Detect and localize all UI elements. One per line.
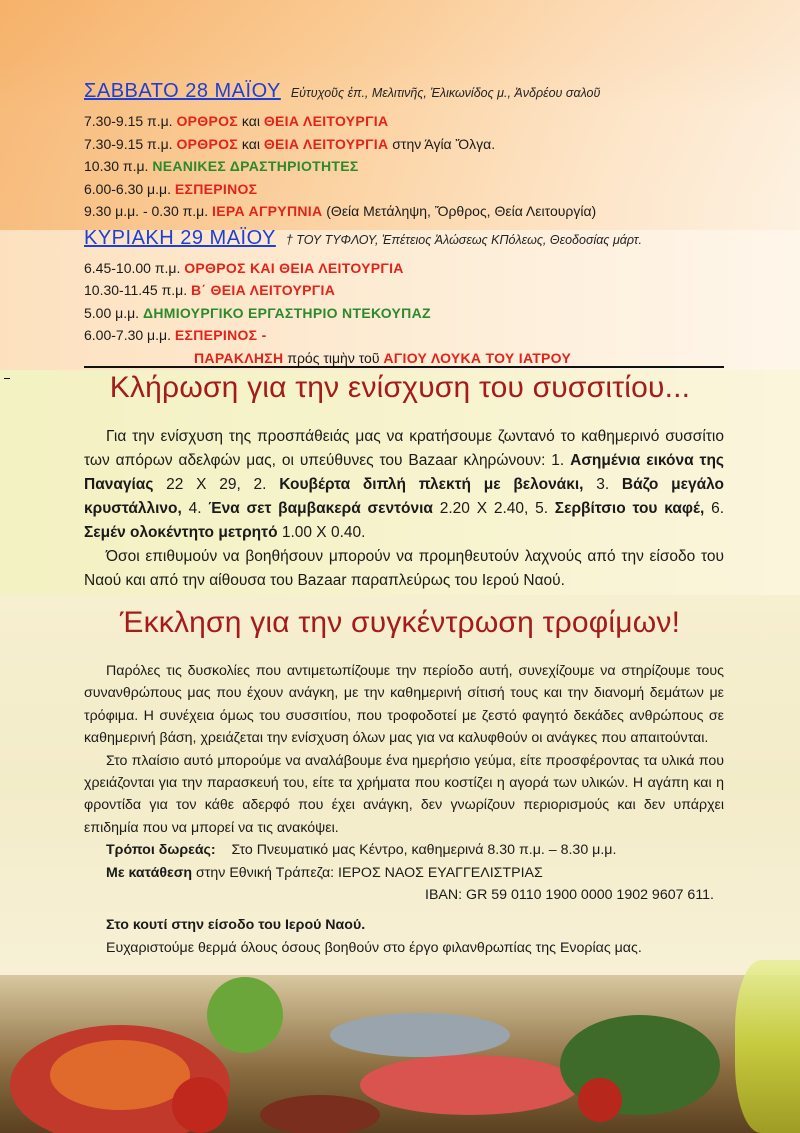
schedule-line <box>84 178 724 201</box>
sunday-feast: † ΤΟΥ ΤΥΦΛΟΥ, Ἐπέτειος Ἁλώσεως ΚΠόλεως, Θεοδοσίας μάρτ. <box>285 232 642 247</box>
spacer <box>84 906 724 914</box>
tomato-icon <box>172 1077 228 1133</box>
schedule-line <box>84 200 724 223</box>
food-illustration <box>0 975 800 1133</box>
schedule-line <box>84 257 724 280</box>
service-name: Β΄ ΘΕΙΑ ΛΕΙΤΟΥΡΓΙΑ <box>190 282 336 298</box>
sunday-heading <box>84 227 724 257</box>
schedule-line <box>84 279 724 302</box>
text: 2.20 Χ 2.40, 5. <box>432 500 555 517</box>
sausage-icon <box>260 1095 380 1133</box>
text: 6. <box>704 500 724 517</box>
raffle-title: Κλήρωση για την ενίσχυση του συσσιτίου... <box>109 371 691 404</box>
time: 10.30-11.45 π.μ. <box>84 282 188 298</box>
raffle-paragraph <box>84 425 724 545</box>
dedication-text: πρός τιμὴν τοῦ <box>287 349 380 366</box>
prize-item: Ένα σετ βαμβακερά σεντόνια <box>208 500 433 517</box>
service-name: ΕΣΠΕΡΙΝΟΣ - <box>174 327 267 343</box>
deposit-line <box>84 862 724 884</box>
appeal-text <box>84 660 724 959</box>
raffle-text <box>84 425 724 593</box>
prize-item: Κουβέρτα διπλή πλεκτή με βελονάκι, <box>279 476 584 493</box>
label: Στο κουτί στην είσοδο του Ιερού Ναού. <box>106 917 366 934</box>
thanks-line <box>84 937 724 959</box>
service-name: ΘΕΙΑ ΛΕΙΤΟΥΡΓΙΑ <box>263 135 389 152</box>
text: 22 Χ 29, 2. <box>153 476 280 493</box>
time: 5.00 μ.μ. <box>84 304 140 321</box>
text: 1.00 Χ 0.40. <box>277 524 366 541</box>
sunday-date: ΚΥΡΙΑΚΗ 29 ΜΑΪΟΥ <box>84 226 276 249</box>
service-name: ΕΣΠΕΡΙΝΟΣ <box>174 180 258 197</box>
prize-item: Σερβίτσιο του καφέ, <box>554 500 705 517</box>
divider <box>84 366 724 368</box>
schedule-line <box>84 133 724 156</box>
red-fish-icon <box>360 1055 580 1115</box>
appeal-title: Έκκληση για την συγκέντρωση τροφίμων! <box>119 606 681 639</box>
service-schedule <box>84 80 724 369</box>
thanks-text: Ευχαριστούμε θερμά όλους όσους βοηθούν στο έργο φιλανθρωπίας της Ενορίας μας. <box>106 939 642 956</box>
donation-ways <box>84 839 724 861</box>
activity-name: ΝΕΑΝΙΚΕΣ ΔΡΑΣΤΗΡΙΟΤΗΤΕΣ <box>152 158 359 174</box>
apple-icon <box>207 977 283 1053</box>
prize-item: Ασημένια εικόνα της Παναγίας <box>84 452 724 493</box>
schedule-line <box>84 302 724 325</box>
saturday-heading <box>84 80 724 110</box>
saturday-feast: Εὐτυχοῦς ἐπ., Μελιτινῆς, Ἑλικωνίδος μ., Ἀνδρέου σαλοῦ <box>290 86 601 100</box>
time: 6.45-10.00 π.μ. <box>84 259 181 276</box>
food-photo <box>0 975 800 1133</box>
location-note: στην Άγία Ὄλγα. <box>392 135 496 152</box>
box-line <box>84 914 724 936</box>
time: 7.30-9.15 π.μ. <box>84 135 173 152</box>
olive-oil-pour <box>735 960 800 1133</box>
text: 3. <box>583 476 622 493</box>
schedule-line <box>84 155 724 178</box>
text: Για την ενίσχυση της προσπάθειάς μας να κρατήσουμε ζωντανό το καθημερινό συσσίτιο των απόρων αδελφών μας, οι υπεύθυνες του Bazaar κληρώνουν: 1. <box>84 428 724 469</box>
appeal-paragraph: Στο πλαίσιο αυτό μπορούμε να αναλάβουμε ένα ημερήσιο γεύμα, είτε προσφέροντας τα υλικά που χρειάζονται για την παρασκευή του, είτε τα χρήματα που κοστίζει η αγορά των υλικών. Η αγάπη και η φροντίδα για τον κάθε αδερφό που έχει ανάγκη, δεν γνωρίζουν περιορισμούς και δεν υπάρχει επιδημία που να μπορεί να τις ανακόψει. <box>84 752 724 836</box>
service-name: ΟΡΘΡΟΣ <box>176 135 238 152</box>
schedule-line <box>84 110 724 133</box>
prize-item: Βάζο μεγάλο κρυστάλλινο, <box>84 476 724 517</box>
pasta-icon <box>50 1040 190 1110</box>
time: 6.00-6.30 μ.μ. <box>84 180 171 197</box>
service-note: (Θεία Μετάληψη, Ὄρθρος, Θεία Λειτουργία) <box>326 203 597 219</box>
time: 9.30 μ.μ. - 0.30 π.μ. <box>84 203 209 219</box>
saturday-block <box>84 80 724 223</box>
conjunction: και <box>241 113 260 129</box>
iban: IBAN: GR 59 0110 1900 0000 1902 9607 611. <box>425 887 714 904</box>
sunday-block <box>84 227 724 370</box>
pepper-icon <box>578 1078 622 1122</box>
time: 7.30-9.15 π.μ. <box>84 113 173 129</box>
service-name: ΟΡΘΡΟΣ ΚΑΙ ΘΕΙΑ ΛΕΙΤΟΥΡΓΙΑ <box>184 259 404 276</box>
appeal-paragraph: Παρόλες τις δυσκολίες που αντιμετωπίζουμε την περίοδο αυτή, συνεχίζουμε να στηρίζουμε τους συνανθρώπους μας που έχουν ανάγκη, με την καθημερινή σίτισή τους και την διανομή δεμάτων με τρόφιμα. Η συνέχεια όμως του συσσιτίου, που τροφοδοτεί με ζεστό φαγητό δεκάδες ανθρώπους σε καθημερινή βάση, χρειάζεται την ενίσχυση όλων μας για να καλυφθούν οι ανάγκες που απαιτούνται. <box>84 663 724 747</box>
text: 4. <box>181 500 209 517</box>
label: Με κατάθεση <box>106 864 193 881</box>
activity-name: ΔΗΜΙΟΥΡΓΙΚΟ ΕΡΓΑΣΤΗΡΙΟ ΝΤΕΚΟΥΠΑΖ <box>142 304 431 321</box>
value: στην Εθνική Τράπεζα: ΙΕΡΟΣ ΝΑΟΣ ΕΥΑΓΓΕΛΙΣΤΡΙΑΣ <box>196 864 543 881</box>
fish-icon <box>330 1013 510 1057</box>
service-name: ΘΕΙΑ ΛΕΙΤΟΥΡΓΙΑ <box>263 113 389 129</box>
conjunction: και <box>241 135 260 152</box>
time: 6.00-7.30 μ.μ. <box>84 327 171 343</box>
prize-item: Σεμέν ολοκέντητο μετρητό <box>84 524 278 541</box>
time: 10.30 π.μ. <box>84 158 149 174</box>
value: Στο Πνευματικό μας Κέντρο, καθημερινά 8.30 π.μ. – 8.30 μ.μ. <box>231 842 617 859</box>
label: Τρόποι δωρεάς: <box>106 842 216 859</box>
raffle-paragraph: Όσοι επιθυμούν να βοηθήσουν μπορούν να προμηθευτούν λαχνούς από την είσοδο του Ναού και από την αίθουσα του Bazaar παραπλεύρως του Ιερού Ναού. <box>84 548 724 589</box>
service-name: ΟΡΘΡΟΣ <box>176 113 238 129</box>
service-name: ΙΕΡΑ ΑΓΡΥΠΝΙΑ <box>212 203 323 219</box>
schedule-line <box>84 324 724 347</box>
saint-name: ΑΓΙΟΥ ΛΟΥΚΑ ΤΟΥ ΙΑΤΡΟΥ <box>383 349 572 366</box>
service-name: ΠΑΡΑΚΛΗΣΗ <box>194 349 284 366</box>
saturday-date: ΣΑΒΒΑΤΟ 28 ΜΑΪΟΥ <box>84 80 281 102</box>
